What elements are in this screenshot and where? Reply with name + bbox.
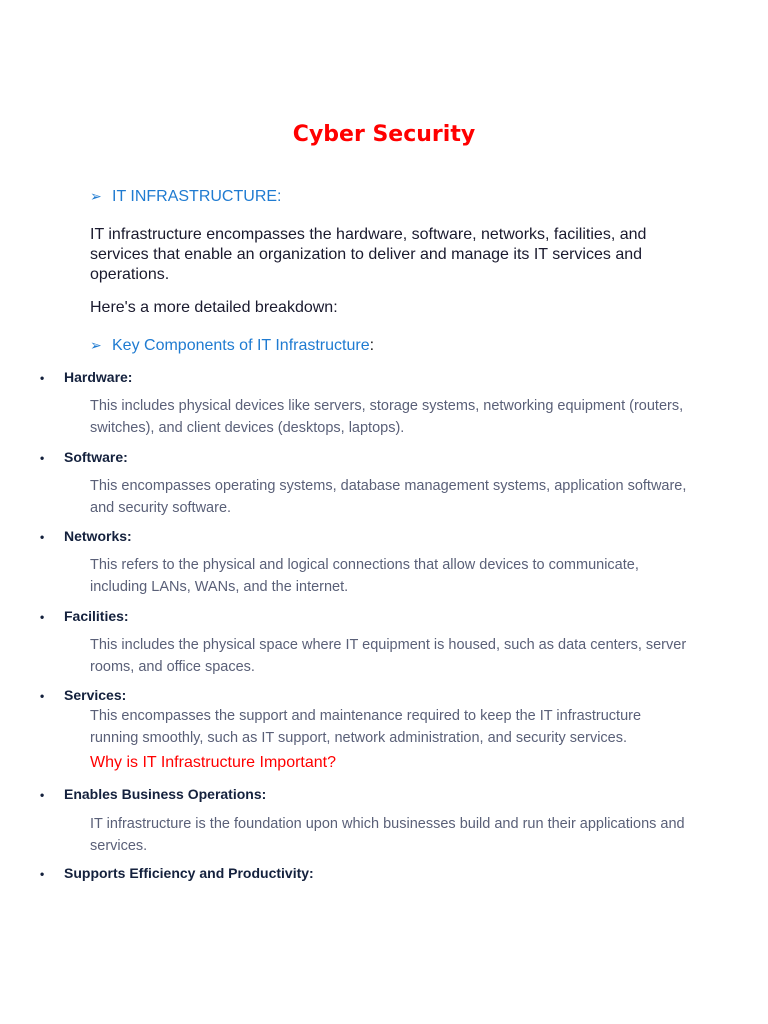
list-item-label: Enables Business Operations: [64,786,267,802]
page-title: Cyber Security [292,122,476,147]
list-item-hardware [40,369,132,385]
list-item-label: Hardware: [64,369,133,385]
arrow-bullet-icon: ➢ [90,337,102,353]
list-item-description: This includes the physical space where IT equipment is housed, such as data centers, server rooms, and office spaces. [90,637,687,675]
list-item-label: Supports Efficiency and Productivity: [64,865,314,881]
intro-paragraph: IT infrastructure encompasses the hardware, software, networks, facilities, and services that enable an organization to deliver and manage its IT services and operations. [90,226,647,283]
bullet-icon: • [40,451,45,465]
list-item-software [40,449,128,465]
bullet-icon: • [40,371,45,385]
bullet-icon: • [40,610,45,624]
list-item-label: Services: [64,687,127,703]
breakdown-paragraph: Here's a more detailed breakdown: [90,299,338,316]
section-heading-it-infrastructure [90,188,281,206]
arrow-bullet-icon: ➢ [90,188,102,204]
list-item-description: This encompasses operating systems, database management systems, application software, and security software. [90,478,687,516]
list-item-networks [40,528,132,544]
list-item-label: Facilities: [64,608,129,624]
bullet-icon: • [40,530,45,544]
list-item-label: Software: [64,449,128,465]
bullet-icon: • [40,788,45,802]
list-item-description: This includes physical devices like servers, storage systems, networking equipment (routers, switches), and client devices (desktops, laptops). [90,398,684,436]
list-item-enables-business-operations [40,786,266,802]
section-heading-text: Key Components of IT Infrastructure [112,337,370,354]
list-item-facilities [40,608,129,624]
list-item-description: This encompasses the support and maintenance required to keep the IT infrastructure running smoothly, such as IT support, network administration, and security services. [90,708,642,746]
list-item-description: IT infrastructure is the foundation upon which businesses build and run their applications and services. [90,816,685,854]
bullet-icon: • [40,689,45,703]
list-item-supports-efficiency [40,865,314,881]
list-item-services [40,687,126,703]
section-heading-key-components [90,337,374,355]
list-item-label: Networks: [64,528,132,544]
section-heading-colon: : [369,337,375,354]
section-heading-text: IT INFRASTRUCTURE: [112,188,282,205]
bullet-icon: • [40,867,45,881]
question-heading: Why is IT Infrastructure Important? [90,754,337,771]
list-item-description: This refers to the physical and logical connections that allow devices to communicate, including LANs, WANs, and the internet. [90,557,639,595]
